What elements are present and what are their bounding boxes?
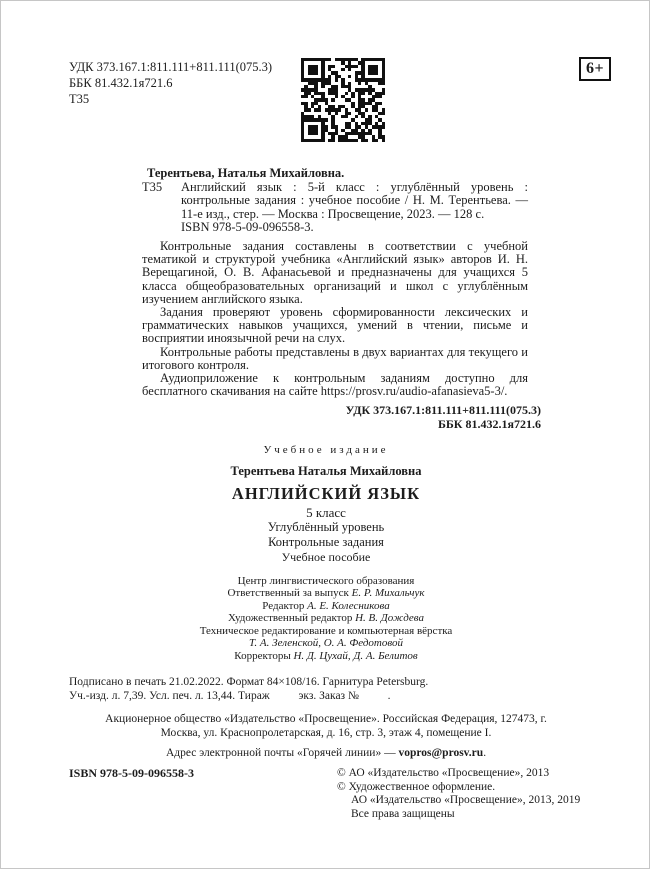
publisher-address: Акционерное общество «Издательство «Просвещение». Российская Федерация, 127473, г. Москва, ул. Краснопролетарская, д. 16, стр. 3, этаж 4, помещение I.	[105, 713, 547, 739]
age-rating-badge: 6+	[579, 57, 611, 81]
art-editor-label: Художественный редактор	[228, 612, 356, 625]
bib-author-heading: Терентьева, Наталья Михайловна.	[147, 166, 345, 180]
art-editor-name: Н. В. Дождева	[355, 612, 424, 625]
udk-line: УДК 373.167.1:811.111+811.111(075.3)	[69, 60, 273, 74]
publisher-block	[1, 713, 650, 761]
edition-kind-label: Учебное издание	[263, 444, 389, 457]
credits-center-line: Центр лингвистического образования	[237, 574, 415, 587]
bib-description: Английский язык : 5-й класс : углублённый уровень : контрольные задания : учебное пособие / Н. М. Терентьева. — 11-е изд., стер. — Москва : Просвещение, 2023. — 128 с.	[181, 180, 528, 221]
annotation-paragraph-1: Контрольные задания составлены в соответствии с учебной тематикой и структурой учебника «Английский язык» авторов И. Н. Верещагиной, О. В. Афанасьевой и предназначены для учащихся 5 класса общеобразовательных организаций и школ с углублённым изучением английского языка.	[142, 239, 528, 306]
qr-code	[301, 58, 385, 142]
credits-block	[1, 575, 650, 663]
copyright-block	[337, 767, 613, 821]
classification-repeat-block	[1, 403, 541, 431]
copyright-line-1: © АО «Издательство «Просвещение», 2013	[337, 767, 550, 779]
hotline-email-label: Адрес электронной почты «Горячей линии» —	[165, 747, 399, 760]
annotation-paragraph-2: Задания проверяют уровень сформированности лексических и грамматических навыков учащихся, умений в чтении, письме и восприятии иноязычной речи на слух.	[142, 305, 528, 346]
print-info-block	[69, 676, 650, 703]
page-body	[1, 167, 650, 761]
edition-author: Терентьева Наталья Михайловна	[230, 463, 422, 478]
annotation-block	[142, 240, 528, 398]
level-line: Углублённый уровень	[267, 519, 385, 534]
hotline-email-tail: .	[483, 747, 487, 760]
hotline-email: vopros@prosv.ru	[398, 747, 484, 760]
udk-repeat-line: УДК 373.167.1:811.111+811.111(075.3)	[345, 403, 541, 418]
author-sign-line: Т35	[69, 92, 90, 106]
footer-isbn: ISBN 978-5-09-096558-3	[69, 766, 194, 780]
annotation-paragraph-4: Аудиоприложение к контрольным заданиям доступно для бесплатного скачивания на сайте https://prosv.ru/audio-afanasieva5-3/.	[142, 371, 528, 399]
bbk-line: ББК 81.432.1я721.6	[69, 76, 173, 90]
credits-tech-names-line: Т. А. Зеленской, О. А. Федотовой	[249, 637, 403, 650]
copyright-line-4: Все права защищены	[351, 807, 455, 820]
grade-line: 5 класс	[306, 504, 346, 520]
print-date-line: Подписано в печать 21.02.2022. Формат 84×108/16. Гарнитура Petersburg.	[69, 676, 429, 689]
bib-author-sign: Т35	[142, 180, 163, 195]
subtitle-line: Контрольные задания	[268, 534, 384, 549]
hotline-email-line	[1, 747, 650, 761]
book-title: АНГЛИЙСКИЙ ЯЗЫК	[231, 483, 421, 503]
classification-block	[69, 59, 272, 107]
editor-label: Редактор	[262, 599, 308, 612]
edition-type-line: Учебное пособие	[281, 549, 371, 564]
bibliographic-record	[142, 180, 528, 234]
bib-isbn: ISBN 978-5-09-096558-3.	[181, 219, 314, 234]
proofreaders-label: Корректоры	[234, 649, 294, 662]
edition-block	[1, 444, 650, 564]
copyright-line-2: © Художественное оформление.	[337, 780, 496, 793]
bbk-repeat-line: ББК 81.432.1я721.6	[437, 417, 541, 432]
responsible-label: Ответственный за выпуск	[227, 587, 352, 600]
print-metrics-line: Уч.-изд. л. 7,39. Усл. печ. л. 13,44. Тираж экз. Заказ № .	[69, 689, 391, 702]
credits-responsible-line	[1, 587, 650, 600]
annotation-paragraph-3: Контрольные работы представлены в двух вариантах для текущего и итогового контроля.	[142, 344, 528, 372]
credits-tech-label-line: Техническое редактирование и компьютерная вёрстка	[199, 624, 453, 637]
responsible-name: Е. Р. Михальчук	[351, 587, 425, 600]
page-footer	[69, 767, 613, 821]
credits-editor-line	[1, 600, 650, 613]
copyright-line-3: АО «Издательство «Просвещение», 2013, 2019	[351, 794, 581, 806]
editor-name: А. Е. Колесникова	[307, 599, 390, 612]
credits-proofreaders-line	[1, 650, 650, 663]
credits-art-editor-line	[1, 612, 650, 625]
proofreaders-names: Н. Д. Цухай, Д. А. Белитов	[293, 649, 418, 662]
